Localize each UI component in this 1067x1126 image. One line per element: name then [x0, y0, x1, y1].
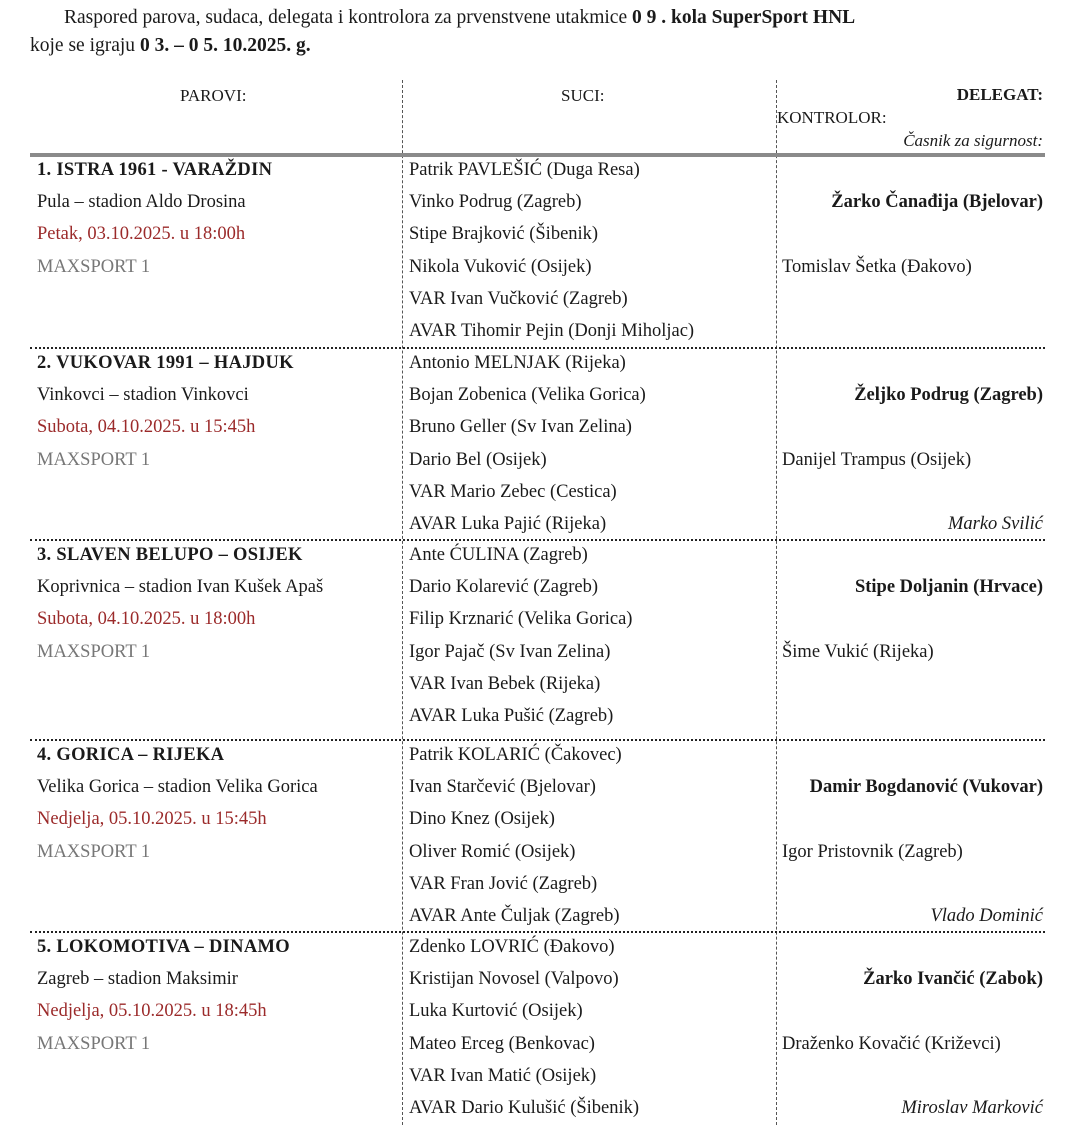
referee-line: Mateo Erceg (Benkovac)	[409, 1033, 595, 1054]
match-date: Subota, 04.10.2025. u 15:45h	[37, 417, 256, 438]
referee-line: VAR Mario Zebec (Cestica)	[409, 481, 617, 502]
match-venue: Zagreb – stadion Maksimir	[37, 969, 238, 990]
header-rule	[30, 153, 1045, 157]
match-separator	[30, 347, 1045, 349]
referee-line: Patrik PAVLEŠIĆ (Duga Resa)	[409, 160, 640, 180]
match-venue: Vinkovci – stadion Vinkovci	[37, 385, 249, 406]
delegat-name: Žarko Ivančić (Zabok)	[863, 969, 1043, 990]
kontrolor-name: Danijel Trampus (Osijek)	[782, 449, 972, 470]
referee-line: AVAR Dario Kulušić (Šibenik)	[409, 1098, 640, 1118]
referee-line: VAR Fran Jović (Zagreb)	[409, 873, 598, 894]
referee-line: AVAR Ante Čuljak (Zagreb)	[409, 906, 620, 926]
match-title: 1. ISTRA 1961 - VARAŽDIN	[37, 160, 273, 180]
delegat-name: Željko Podrug (Zagreb)	[854, 385, 1043, 406]
match-broadcaster: MAXSPORT 1	[37, 841, 151, 862]
match-broadcaster: MAXSPORT 1	[37, 1033, 151, 1054]
match-date: Petak, 03.10.2025. u 18:00h	[37, 224, 246, 245]
referee-line: Stipe Brajković (Šibenik)	[409, 224, 599, 245]
referee-line: Filip Krznarić (Velika Gorica)	[409, 609, 633, 630]
referee-line: Dario Bel (Osijek)	[409, 449, 547, 470]
match-venue: Koprivnica – stadion Ivan Kušek Apaš	[37, 577, 324, 598]
referee-line: Dino Knez (Osijek)	[409, 809, 555, 830]
title-line-2: koje se igraju 0 3. – 0 5. 10.2025. g.	[30, 35, 311, 56]
referee-line: VAR Ivan Matić (Osijek)	[409, 1065, 597, 1086]
referee-line: Dario Kolarević (Zagreb)	[409, 577, 599, 598]
delegat-name: Žarko Čanađija (Bjelovar)	[831, 192, 1043, 213]
header-kontrolor: KONTROLOR:	[777, 108, 887, 127]
match-date: Nedjelja, 05.10.2025. u 18:45h	[37, 1001, 267, 1022]
referee-line: VAR Ivan Bebek (Rijeka)	[409, 673, 601, 694]
match-title: 2. VUKOVAR 1991 – HAJDUK	[37, 353, 294, 373]
header-parovi: PAROVI:	[180, 86, 247, 105]
kontrolor-name: Šime Vukić (Rijeka)	[782, 641, 934, 662]
referee-line: AVAR Luka Pušić (Zagreb)	[409, 706, 614, 726]
date-range: 0 3. – 0 5. 10.2025. g.	[139, 35, 311, 56]
title-line-1: Raspored parova, sudaca, delegata i kontrolora za prvenstvene utakmice 0 9 . kola SuperSport HNL	[64, 7, 856, 28]
match-broadcaster: MAXSPORT 1	[37, 449, 151, 470]
match-date: Subota, 04.10.2025. u 18:00h	[37, 609, 256, 630]
kontrolor-name: Draženko Kovačić (Križevci)	[782, 1033, 1001, 1054]
referee-line: Vinko Podrug (Zagreb)	[409, 192, 582, 213]
match-separator	[30, 931, 1045, 933]
referee-line: Luka Kurtović (Osijek)	[409, 1001, 583, 1022]
match-venue: Pula – stadion Aldo Drosina	[37, 192, 246, 213]
header-casnik: Časnik za sigurnost:	[903, 131, 1043, 150]
casnik-name: Vlado Dominić	[930, 906, 1043, 926]
referee-line: Ante ĆULINA (Zagreb)	[409, 545, 588, 565]
referee-line: Bojan Zobenica (Velika Gorica)	[409, 385, 646, 406]
header-suci: SUCI:	[561, 86, 605, 105]
referee-line: VAR Ivan Vučković (Zagreb)	[409, 288, 628, 309]
referee-line: Antonio MELNJAK (Rijeka)	[409, 353, 626, 373]
referee-line: Oliver Romić (Osijek)	[409, 841, 576, 862]
match-venue: Velika Gorica – stadion Velika Gorica	[37, 777, 318, 798]
column-divider-1	[402, 80, 403, 1125]
document-title	[30, 4, 1050, 60]
column-divider-2	[776, 80, 777, 1125]
referee-line: AVAR Tihomir Pejin (Donji Miholjac)	[409, 321, 695, 341]
referee-line: AVAR Luka Pajić (Rijeka)	[409, 514, 607, 534]
match-date: Nedjelja, 05.10.2025. u 15:45h	[37, 809, 267, 830]
match-broadcaster: MAXSPORT 1	[37, 641, 151, 662]
header-delegat: DELEGAT:	[956, 85, 1043, 104]
delegat-name: Damir Bogdanović (Vukovar)	[809, 777, 1043, 798]
referee-line: Ivan Starčević (Bjelovar)	[409, 777, 596, 798]
match-broadcaster: MAXSPORT 1	[37, 256, 151, 277]
casnik-name: Miroslav Marković	[901, 1098, 1043, 1118]
delegat-name: Stipe Doljanin (Hrvace)	[854, 577, 1043, 598]
match-title: 4. GORICA – RIJEKA	[37, 745, 225, 765]
referee-line: Nikola Vuković (Osijek)	[409, 256, 592, 277]
casnik-name: Marko Svilić	[947, 514, 1043, 534]
match-title: 5. LOKOMOTIVA – DINAMO	[37, 937, 290, 957]
referee-line: Patrik KOLARIĆ (Čakovec)	[409, 745, 622, 765]
kontrolor-name: Igor Pristovnik (Zagreb)	[782, 841, 963, 862]
referee-line: Igor Pajač (Sv Ivan Zelina)	[409, 641, 611, 662]
referee-line: Zdenko LOVRIĆ (Đakovo)	[409, 937, 615, 957]
match-separator	[30, 739, 1045, 741]
round-label: 0 9 . kola SuperSport HNL	[631, 7, 856, 28]
match-separator	[30, 539, 1045, 541]
kontrolor-name: Tomislav Šetka (Đakovo)	[782, 256, 972, 277]
referee-line: Kristijan Novosel (Valpovo)	[409, 969, 619, 990]
referee-line: Bruno Geller (Sv Ivan Zelina)	[409, 417, 632, 438]
match-title: 3. SLAVEN BELUPO – OSIJEK	[37, 545, 303, 565]
